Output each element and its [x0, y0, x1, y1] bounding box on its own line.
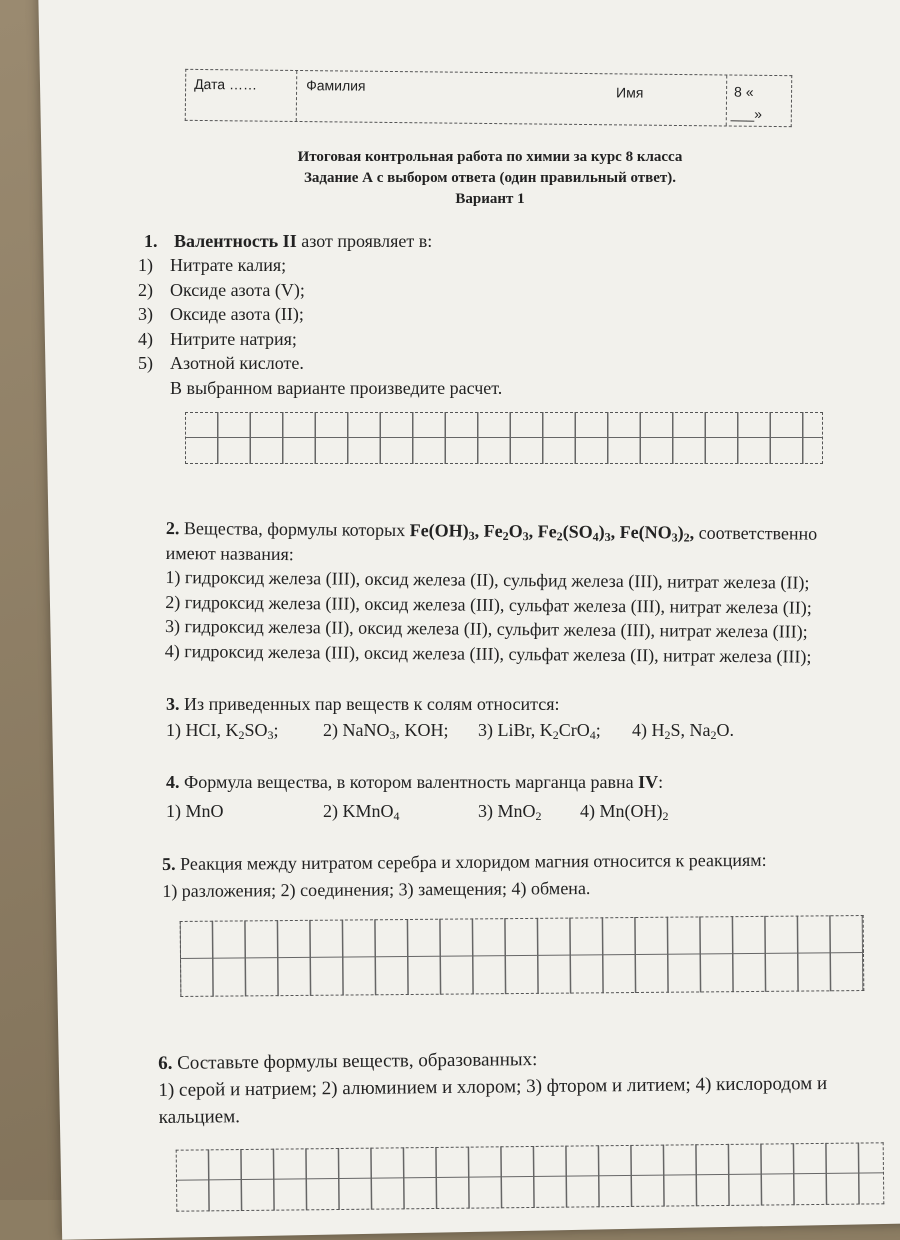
surname-label: Фамилия — [306, 77, 366, 94]
answer-option: 3) MnO$_2$ — [478, 801, 542, 823]
question-text: соответственно — [698, 522, 818, 544]
question-1 — [144, 229, 432, 254]
title-line: Задание А с выбором ответа (один правильный ответ). — [303, 170, 677, 186]
answer-option: 4) $Mn(OH)_2$ — [580, 801, 669, 823]
question-text: 1) серой и натрием; 2) алюминием и хлором; 3) фтором и литием; 4) кислородом и — [158, 1072, 828, 1101]
question-number: 3. — [166, 694, 180, 714]
class-label-end: ___» — [730, 105, 763, 122]
question-1-options — [138, 253, 502, 400]
question-bold-text: Валентность II — [174, 231, 297, 251]
header-divider — [726, 75, 728, 125]
answer-option: 5) Азотной кислоте. — [138, 353, 304, 373]
date-label: Дата …… — [194, 75, 258, 93]
answer-option: 4) гидроксид железа (III), оксид железа (III), сульфат железа (II), нитрат железа (III); — [164, 640, 812, 667]
question-number: 4. — [166, 772, 180, 792]
question-3 — [166, 692, 560, 717]
question-text: Формула вещества, в котором валентность марганца равна — [184, 772, 634, 792]
question-bold-text: IV — [638, 772, 659, 792]
question-number: 6. — [158, 1052, 173, 1074]
question-text: имеют названия: — [165, 542, 294, 564]
answer-option: 3) Оксиде азота (II); — [138, 304, 304, 324]
answer-option: 2) гидроксид железа (III), оксид железа (III), сульфат железа (III), нитрат железа (II); — [165, 591, 812, 618]
question-text: кальцием. — [158, 1106, 241, 1128]
question-number: 2. — [165, 517, 180, 539]
question-text: Реакция между нитратом серебра и хлоридом магния относится к реакциям: — [180, 849, 767, 874]
header-divider — [296, 71, 298, 121]
question-5 — [162, 848, 767, 903]
question-4: 4. Формула вещества, в котором валентность марганца равна IV: — [166, 772, 664, 792]
answer-option: 3) LiBr, $K_2CrO_4$; — [478, 720, 601, 742]
class-label: 8 « — [733, 83, 754, 100]
answer-options: 1) разложения; 2) соединения; 3) замещения; 4) обмена. — [162, 877, 591, 901]
answer-grid[interactable] — [185, 412, 823, 464]
answer-grid[interactable] — [176, 1142, 885, 1211]
instruction-note: В выбранном варианте произведите расчет. — [170, 377, 503, 398]
answer-grid[interactable] — [180, 915, 865, 997]
answer-option: 1) Нитрате калия; — [138, 255, 287, 275]
question-text: Из приведенных пар веществ к солям относится: — [184, 694, 560, 714]
name-label: Имя — [615, 84, 644, 101]
student-info-box — [185, 69, 793, 127]
title-line: Итоговая контрольная работа по химии за курс 8 класса — [297, 149, 683, 165]
answer-option: 1) MnO — [166, 801, 224, 821]
answer-option: 1) HCI, $K_2SO_3$; — [166, 720, 279, 742]
variant-label: Вариант 1 — [455, 191, 525, 207]
formula-list: $Fe(OH)_3$, $Fe_2O_3$, $Fe_2(SO_4)_3$, $Fe(NO_3)_2$, — [409, 520, 695, 545]
question-text: Составьте формулы веществ, образованных: — [177, 1049, 538, 1074]
answer-option: 1) гидроксид железа (III), оксид железа (II), сульфид железа (III), нитрат железа (II); — [165, 566, 810, 593]
page-title — [190, 147, 790, 210]
answer-option: 3) гидроксид железа (II), оксид железа (II), сульфит железа (III), нитрат железа (III); — [164, 615, 808, 642]
answer-option: 2) Оксиде азота (V); — [138, 279, 305, 300]
answer-option: 4) Нитрите натрия; — [138, 328, 297, 349]
answer-option: 2) NaNO$_3$, KOH; — [323, 720, 449, 742]
question-text: Вещества, формулы которых — [183, 518, 406, 541]
answer-option: 2) KMnO$_4$ — [323, 801, 400, 823]
question-2 — [165, 516, 818, 669]
question-number: 1. — [144, 231, 158, 251]
question-text: азот проявляет в: — [301, 231, 433, 251]
question-number: 5. — [162, 853, 176, 874]
answer-option: 4) $H_2S$, $Na_2O$. — [632, 720, 734, 742]
question-6 — [158, 1043, 828, 1131]
